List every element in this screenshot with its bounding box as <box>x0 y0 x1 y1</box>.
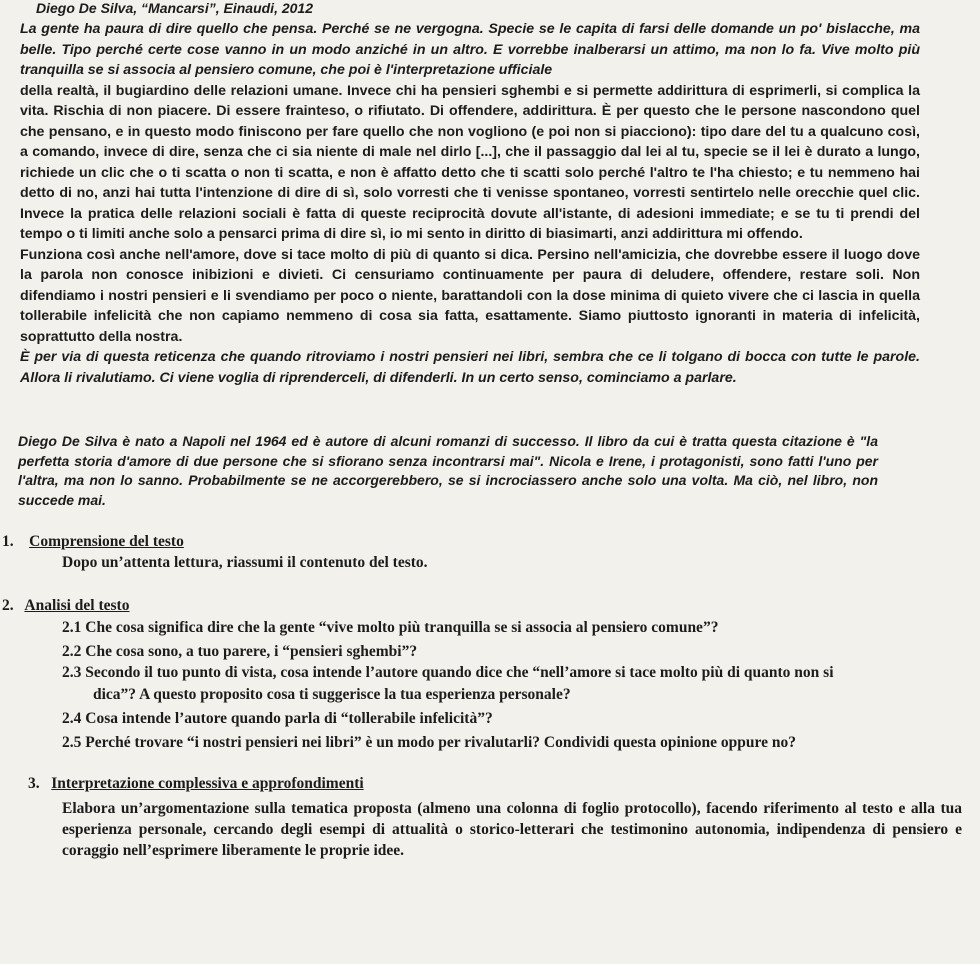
source-citation: Diego De Silva, “Mancarsi”, Einaudi, 2012 <box>36 0 313 16</box>
section-2-number: 2. <box>2 597 14 614</box>
question-2-2: 2.2 Che cosa sono, a tuo parere, i “pensieri sghembi”? <box>62 643 418 660</box>
section-2-heading <box>2 597 129 615</box>
section-1-number: 1. <box>2 533 14 550</box>
question-2-5: 2.5 Perché trovare “i nostri pensieri nei libri” è un modo per rivalutarli? Condividi questa opinione oppure no? <box>62 734 796 751</box>
question-2-3-continued: dica”? A questo proposito cosa ti suggerisce la tua esperienza personale? <box>93 686 571 703</box>
section-3-text: Elabora un’argomentazione sulla tematica proposta (almeno una colonna di foglio protocollo), facendo riferimento al testo e alla tua esperienza personale, cercando degli esempi di attualità o storico-letterari che testimonino autonomia, indipendenza di pensiero e coraggio nell’esprimere liberamente le proprie idee. <box>62 800 962 859</box>
section-3-title: Interpretazione complessiva e approfondimenti <box>51 775 364 792</box>
question-2-3: 2.3 Secondo il tuo punto di vista, cosa intende l’autore quando dice che “nell’amore si tace molto più di quanto non si <box>62 664 834 681</box>
section-3-heading <box>28 775 364 793</box>
question-2-4: 2.4 Cosa intende l’autore quando parla di “tollerabile infelicità”? <box>62 710 493 727</box>
passage-paragraph-4: È per via di questa reticenza che quando ritroviamo i nostri pensieri nei libri, sembra che ce li tolgano di bocca con tutte le parole. Allora li rivalutiamo. Ci viene voglia di riprenderceli, di difenderli. In un certo senso, cominciamo a parlare. <box>20 349 920 386</box>
section-3-number: 3. <box>28 775 40 792</box>
section-1-title: Comprensione del testo <box>29 533 184 550</box>
passage-paragraph-2: della realtà, il bugiardino delle relazioni umane. Invece chi ha pensieri sghembi e si permette addirittura di esprimerli, si complica la vita. Rischia di non piacere. Di essere frainteso, o rifiutato. Di offendere, addirittura. È per questo che le persone nascondono quel che pensano, e in questo modo finiscono per fare quello che non vogliono (e poi non si piacciono): tipo dare del tu a qualcuno così, a comando, invece di dire, senza che ci sia niente di male nel dirlo [...], che il passaggio dal lei al tu, specie se il lei è durato a lungo, richiede un clic che o ti scatta o non ti scatta, e non è affatto detto che ti scatti solo perché l'altro te l'ha chiesto; e tu nemmeno hai detto di no, anzi hai tutta l'intenzione di dire di sì, solo vorresti che ti venisse spontaneo, vorresti sentirtelo nelle orecchie quel clic. Invece la pratica delle relazioni sociali è fatta di queste reciprocità dovute all'istante, di adesioni immediate; e se tu ti prendi del tempo o ti limiti anche solo a pensarci prima di dire sì, io mi sento in diritto di biasimarti, anzi addirittura mi offendo. <box>20 82 920 242</box>
question-2-1: 2.1 Che cosa significa dire che la gente “vive molto più tranquilla se si associa al pensiero comune”? <box>62 619 719 636</box>
section-1-heading <box>2 533 184 551</box>
reading-passage <box>20 19 920 388</box>
passage-paragraph-3: Funziona così anche nell'amore, dove si tace molto di più di quanto si dica. Persino nell'amicizia, che dovrebbe essere il luogo dove la parola non conosce inibizioni e divieti. Ci censuriamo continuamente per paura di deludere, offendere, restare soli. Non difendiamo i nostri pensieri e li svendiamo per poco o niente, barattandoli con la dose minima di quieto vivere che ci lascia in quella tollerabile infelicità che non capiamo nemmeno di cosa sia fatta, esattamente. Siamo piuttosto ignoranti in materia di infelicità, soprattutto della nostra. <box>20 246 920 345</box>
section-1-text: Dopo un’attenta lettura, riassumi il contenuto del testo. <box>62 554 428 571</box>
passage-paragraph-1: La gente ha paura di dire quello che pensa. Perché se ne vergogna. Specie se le capita di farsi delle domande un po' bislacche, ma belle. Tipo perché certe cose vanno in un modo anziché in un altro. E vorrebbe inalberarsi un attimo, ma non lo fa. Vive molto più tranquilla se si associa al pensiero comune, che poi è l'interpretazione ufficiale <box>20 21 920 78</box>
author-note: Diego De Silva è nato a Napoli nel 1964 ed è autore di alcuni romanzi di successo. Il libro da cui è tratta questa citazione è "la perfetta storia d'amore di due persone che si sfiorano senza incontrarsi mai". Nicola e Irene, i protagonisti, sono fatti l'uno per l'altra, ma non lo sanno. Probabilmente se ne accorgerebbero, se si incrociassero anche solo una volta. Ma ciò, nel libro, non succede mai. <box>18 433 878 508</box>
section-2-title: Analisi del testo <box>24 597 130 614</box>
